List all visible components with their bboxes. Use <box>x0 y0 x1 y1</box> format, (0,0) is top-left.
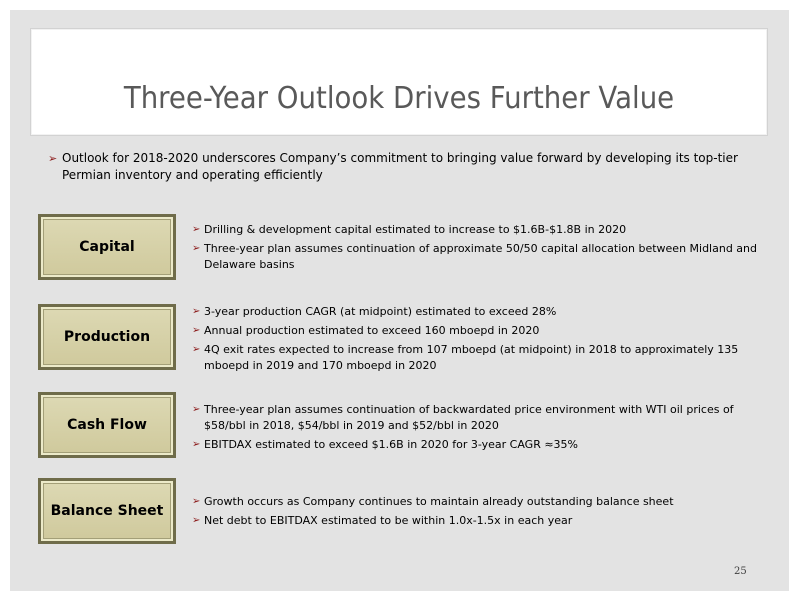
list-item <box>192 513 762 529</box>
arrow-bullet-icon: ➢ <box>192 515 201 526</box>
list-item <box>192 304 762 320</box>
bullet-text: 3-year production CAGR (at midpoint) estimated to exceed 28% <box>204 305 557 318</box>
bullet-text: Drilling & development capital estimated to increase to $1.6B-$1.8B in 2020 <box>204 223 627 236</box>
arrow-bullet-icon: ➢ <box>192 224 201 235</box>
arrow-bullet-icon: ➢ <box>192 325 201 336</box>
slide-title: Three-Year Outlook Drives Further Value <box>123 81 675 116</box>
list-item <box>192 402 762 434</box>
cash-flow-bullets <box>192 402 762 456</box>
row-label-production: Production <box>38 304 176 370</box>
list-item <box>192 342 762 374</box>
page-number: 25 <box>734 566 747 577</box>
bullet-text: Three-year plan assumes continuation of approximate 50/50 capital allocation between Midland and Delaware basins <box>204 242 758 271</box>
list-item <box>192 241 762 273</box>
arrow-bullet-icon: ➢ <box>192 344 201 355</box>
list-item <box>192 494 762 510</box>
title-box <box>30 28 768 136</box>
capital-bullets <box>192 222 762 276</box>
arrow-bullet-icon: ➢ <box>192 439 201 450</box>
bullet-text: Three-year plan assumes continuation of backwardated price environment with WTI oil prices of $58/bbl in 2018, $54/bbl in 2019 and $52/bbl in 2020 <box>204 403 734 432</box>
balance-sheet-bullets <box>192 494 762 532</box>
list-item <box>192 323 762 339</box>
bullet-text: Net debt to EBITDAX estimated to be within 1.0x-1.5x in each year <box>204 514 573 527</box>
bullet-text: Growth occurs as Company continues to maintain already outstanding balance sheet <box>204 495 674 508</box>
bullet-text: EBITDAX estimated to exceed $1.6B in 2020 for 3-year CAGR ≈35% <box>204 438 578 451</box>
list-item <box>192 222 762 238</box>
intro-text: Outlook for 2018-2020 underscores Company’s commitment to bringing value forward by developing its top-tier Permian inventory and operating efficiently <box>62 151 738 182</box>
arrow-bullet-icon: ➢ <box>192 243 201 254</box>
row-label-balance-sheet: Balance Sheet <box>38 478 176 544</box>
bullet-text: 4Q exit rates expected to increase from 107 mboepd (at midpoint) in 2018 to approximately 135 mboepd in 2019 and 170 mboepd in 2020 <box>204 343 739 372</box>
row-label-cash-flow: Cash Flow <box>38 392 176 458</box>
list-item <box>192 437 762 453</box>
row-label-capital: Capital <box>38 214 176 280</box>
arrow-bullet-icon: ➢ <box>192 496 201 507</box>
production-bullets <box>192 304 762 377</box>
arrow-bullet-icon: ➢ <box>48 152 58 165</box>
arrow-bullet-icon: ➢ <box>192 404 201 415</box>
intro-bullet <box>48 150 752 184</box>
bullet-text: Annual production estimated to exceed 160 mboepd in 2020 <box>204 324 540 337</box>
arrow-bullet-icon: ➢ <box>192 306 201 317</box>
